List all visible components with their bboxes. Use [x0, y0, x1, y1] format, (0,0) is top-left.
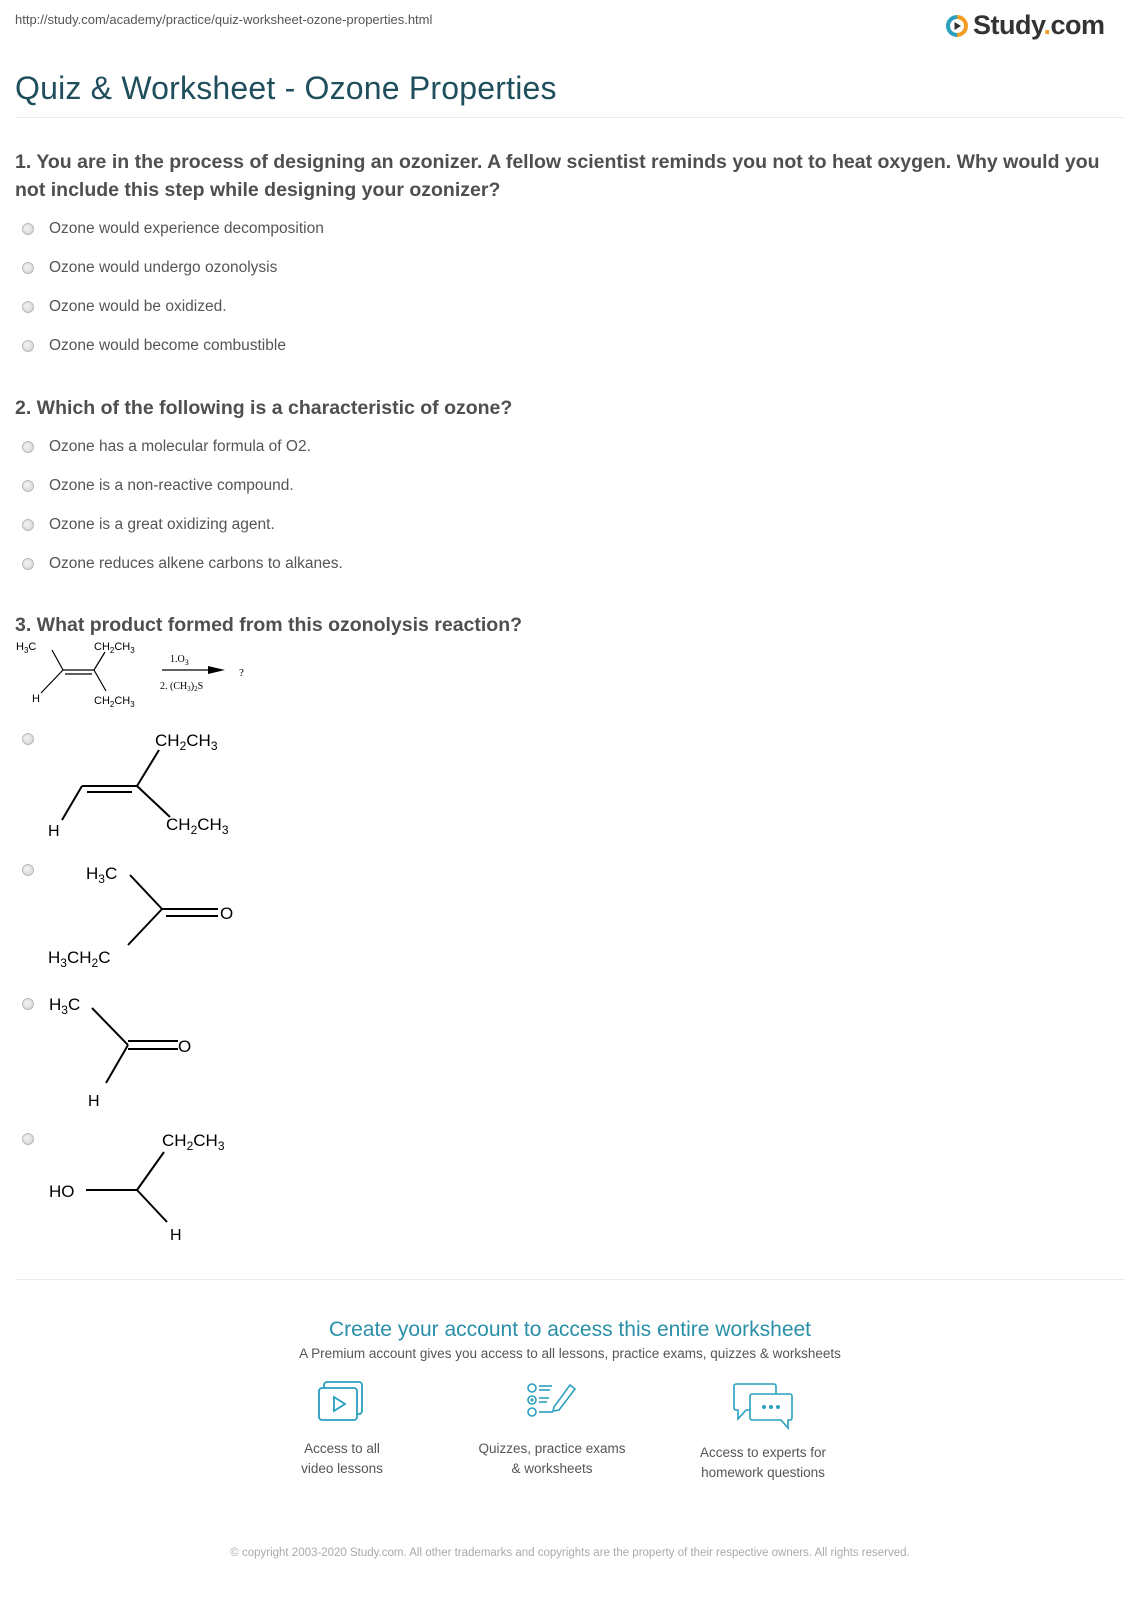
- answer-structure-alkene[interactable]: [40, 722, 260, 842]
- divider: [15, 117, 1125, 118]
- page-title: Quiz & Worksheet - Ozone Properties: [15, 70, 557, 106]
- answer-structure-alcohol[interactable]: [40, 1122, 260, 1247]
- svg-text:CH2CH3: $CH_2CH_3$: [155, 731, 218, 753]
- play-logo-icon: [946, 15, 968, 37]
- answer-option[interactable]: [22, 337, 286, 355]
- option-label: Ozone would become combustible: [49, 337, 286, 354]
- radio-button[interactable]: [22, 262, 34, 274]
- feature-label: Access to all: [304, 1441, 380, 1456]
- question-3-text: 3. What product formed from this ozonolysis reaction?: [15, 614, 523, 636]
- answer-option[interactable]: [22, 298, 227, 316]
- svg-text:O: O: [220, 904, 234, 923]
- feature-label: Access to experts for: [699, 1445, 827, 1460]
- answer-option[interactable]: [22, 438, 311, 456]
- svg-text:H: H: [170, 1227, 182, 1244]
- svg-text:2. (CH3)2S: 2. $(CH_3)_2S$: [160, 681, 204, 693]
- reaction-scheme-diagram: [10, 636, 270, 710]
- question-1-text: 1. You are in the process of designing an ozonizer. A fellow scientist reminds you not to heat oxygen. Why would you not include this step while designing your ozonizer?: [15, 151, 1100, 201]
- answer-option[interactable]: [22, 259, 277, 277]
- question-2-text: 2. Which of the following is a characteristic of ozone?: [15, 397, 513, 419]
- option-label: Ozone has a molecular formula of O2.: [49, 438, 311, 455]
- video-lessons-icon: [312, 1380, 372, 1426]
- quiz-checklist-icon: [522, 1380, 582, 1426]
- divider: [15, 1279, 1125, 1280]
- radio-button[interactable]: [22, 558, 34, 570]
- logo-text: Study.com: [973, 10, 1105, 40]
- option-label: Ozone would be oxidized.: [49, 298, 227, 315]
- radio-button[interactable]: [22, 340, 34, 352]
- answer-structure-aldehyde[interactable]: [40, 988, 260, 1113]
- radio-button[interactable]: [22, 301, 34, 313]
- svg-text:H: H: [48, 823, 60, 840]
- feature-label: & worksheets: [511, 1461, 593, 1476]
- answer-option[interactable]: [22, 516, 275, 534]
- svg-text:H3C: $H_3C$: [86, 864, 118, 886]
- page-url: http://study.com/academy/practice/quiz-worksheet-ozone-properties.html: [15, 12, 433, 27]
- answer-option[interactable]: [22, 555, 343, 573]
- svg-text:CH2CH3: $CH_2CH_3$: [94, 695, 135, 709]
- svg-text:H: H: [32, 693, 40, 705]
- radio-button[interactable]: [22, 733, 34, 745]
- radio-button[interactable]: [22, 998, 34, 1010]
- cta-title[interactable]: Create your account to access this entire worksheet: [328, 1318, 812, 1341]
- svg-text:CH2CH3: $CH_2CH_3$: [162, 1131, 225, 1153]
- option-label: Ozone is a great oxidizing agent.: [49, 516, 275, 533]
- answer-option[interactable]: [22, 220, 324, 238]
- study-logo[interactable]: [946, 10, 1105, 41]
- radio-button[interactable]: [22, 1133, 34, 1145]
- feature-label: video lessons: [301, 1461, 383, 1476]
- svg-text:H3CH2C: $H_3CH_2C$: [48, 948, 111, 970]
- expert-chat-icon: [728, 1380, 798, 1430]
- copyright-notice: © copyright 2003-2020 Study.com. All other trademarks and copyrights are the property of their respective owners. All rights reserved.: [230, 1547, 910, 1559]
- feature-quizzes[interactable]: [442, 1380, 662, 1479]
- radio-button[interactable]: [22, 223, 34, 235]
- feature-video-lessons[interactable]: [232, 1380, 452, 1479]
- option-label: Ozone would undergo ozonolysis: [49, 259, 278, 276]
- feature-label: homework questions: [701, 1465, 825, 1480]
- option-label: Ozone reduces alkene carbons to alkanes.: [49, 555, 343, 572]
- svg-text:?: ?: [239, 667, 244, 679]
- svg-text:H3C: $H_3C$: [16, 641, 37, 655]
- radio-button[interactable]: [22, 441, 34, 453]
- svg-text:O: O: [178, 1037, 192, 1056]
- svg-text:HO: HO: [49, 1182, 75, 1201]
- radio-button[interactable]: [22, 480, 34, 492]
- radio-button[interactable]: [22, 519, 34, 531]
- answer-structure-ketone[interactable]: [40, 855, 260, 975]
- feature-label: Quizzes, practice exams: [478, 1441, 626, 1456]
- option-label: Ozone would experience decomposition: [49, 220, 324, 237]
- answer-option[interactable]: [22, 477, 294, 495]
- svg-text:H: H: [88, 1093, 100, 1110]
- radio-button[interactable]: [22, 864, 34, 876]
- svg-text:1.O3: $1.O_3$: [170, 654, 189, 667]
- option-label: Ozone is a non-reactive compound.: [49, 477, 294, 494]
- svg-text:H3C: $H_3C$: [49, 995, 81, 1017]
- cta-subtitle: A Premium account gives you access to all lessons, practice exams, quizzes & worksheets: [299, 1346, 841, 1361]
- svg-text:CH2CH3: $CH_2CH_3$: [94, 641, 135, 655]
- svg-text:CH2CH3: $CH_2CH_3$: [166, 815, 229, 837]
- feature-experts[interactable]: [653, 1380, 873, 1483]
